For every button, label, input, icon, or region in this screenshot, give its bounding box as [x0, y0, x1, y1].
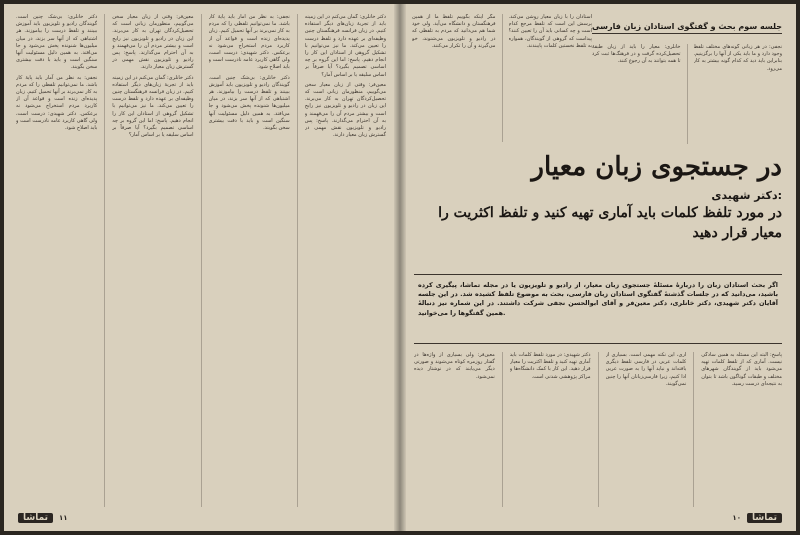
series-title-rule	[592, 33, 782, 34]
speaker-name: دکتر شهیدی:	[711, 189, 782, 202]
right-bottom-column-text: معین‌فر: ولی بسیاری از واژه‌ها در گفتار روزمره کوتاه می‌شوند و صورتی دیگر می‌یابند که در نوشتار دیده نمی‌شود.	[414, 352, 495, 380]
column-rule	[201, 14, 202, 507]
page-gutter	[394, 4, 406, 531]
left-column-text-repeat: دکتر خانلری: بی‌شک چنین است. گویندگان رادیو و تلویزیون باید آموزش ببینند و تلفظ درست را بیاموزند. هر اشتباهی که از آنها سر بزند، در میان میلیون‌ها شنونده پخش می‌شود و جا می‌افتد. به همین دلیل مسئولیت آنها سنگین است و باید با دقت بیشتری سخن بگویند.	[208, 74, 290, 132]
right-mid-column-text: نجفی: در هر زبانی گونه‌های مختلف تلفظ وجود دارد و ما باید یکی از آنها را برگزینیم. بنابراین باید دید که کدام گونه بیشتر به کار می‌رود.	[693, 44, 782, 72]
headline-block	[414, 152, 782, 270]
series-title-block	[592, 22, 782, 38]
left-column-1	[305, 14, 386, 507]
left-column-text-repeat: نجفی: به نظر من آمار باید پایهٔ کار باشد. ما نمی‌توانیم تلفظی را که مردم به کار نمی‌برند بر آنها تحمیل کنیم. زبان پدیده‌ای زنده است و قواعد آن از کاربرد مردم استخراج می‌شود نه برعکس. دکتر شهیدی: درست است، ولی گاهی کاربرد عامه نادرست است و باید اصلاح شود.	[16, 74, 98, 132]
left-column-text: دکتر خانلری: گمان می‌کنم در این زمینه باید از تجربهٔ زبان‌های دیگر استفاده کنیم. در زبان فرانسه فرهنگستان چنین وظیفه‌ای بر عهده دارد و تلفظ درست را تعیین می‌کند. ما نیز می‌توانیم با تشکیل گروهی از استادان این کار را انجام دهیم. پاسخ: اما این گروه بر چه اساسی تصمیم بگیرد؟ آیا صرفاً بر اساس سلیقه یا بر اساس آمار؟	[304, 14, 386, 78]
right-bottom-column-4	[414, 352, 495, 507]
column-rule	[693, 352, 694, 507]
column-rule	[104, 14, 105, 507]
left-column-text: دکتر خانلری: بی‌شک چنین است. گویندگان رادیو و تلویزیون باید آموزش ببینند و تلفظ درست را بیاموزند. هر اشتباهی که از آنها سر بزند، در میان میلیون‌ها شنونده پخش می‌شود و جا می‌افتد. به همین دلیل مسئولیت آنها سنگین است و باید با دقت بیشتری سخن بگویند.	[16, 14, 98, 71]
right-bottom-columns	[414, 352, 782, 507]
left-page	[4, 4, 400, 531]
right-bottom-column-3	[510, 352, 591, 507]
series-title: جلسه سوم بحث و گفتگوی استادان زبان فارسی	[592, 22, 782, 31]
right-mid-column-text: خانلری: معیار را باید از زبان طبقهٔ تحصیل‌کرده گرفت و در فرهنگ‌ها ثبت کرد تا همه بتوانند به آن رجوع کنند.	[592, 44, 681, 65]
right-mid-columns	[592, 44, 782, 144]
right-top-column-2	[412, 14, 496, 142]
right-mid-column-1	[694, 44, 783, 144]
left-column-3	[112, 14, 193, 507]
page-number: ۱۰	[732, 514, 741, 522]
left-column-4	[16, 14, 97, 507]
left-column-2	[209, 14, 290, 507]
left-column-text: نجفی: به نظر من آمار باید پایهٔ کار باشد. ما نمی‌توانیم تلفظی را که مردم به کار نمی‌برند بر آنها تحمیل کنیم. زبان پدیده‌ای زنده است و قواعد آن از کاربرد مردم استخراج می‌شود نه برعکس. دکتر شهیدی: درست است، ولی گاهی کاربرد عامه نادرست است و باید اصلاح شود.	[208, 14, 290, 71]
column-rule	[502, 352, 503, 507]
right-page	[400, 4, 796, 531]
article-headline: در جستجوی زبان معیار	[531, 152, 782, 182]
intro-box	[414, 274, 782, 344]
magazine-logo: تماشا	[18, 513, 53, 523]
column-rule	[502, 14, 503, 142]
left-column-text: معین‌فر: وقتی از زبان معیار سخن می‌گوییم، منظورمان زبانی است که تحصیل‌کردگان تهران به کار می‌برند. این زبان در رادیو و تلویزیون نیز رایج است و بیشتر مردم آن را می‌فهمند و به آن احترام می‌گذارند. پاسخ: پس رادیو و تلویزیون نقش مهمی در گسترش زبان معیار دارند.	[112, 14, 194, 71]
column-rule	[297, 14, 298, 507]
column-rule	[687, 44, 688, 144]
left-page-columns	[16, 14, 386, 507]
left-footer	[18, 511, 68, 525]
column-rule	[598, 352, 599, 507]
right-top-column-1	[509, 14, 593, 142]
left-column-text-repeat: معین‌فر: وقتی از زبان معیار سخن می‌گوییم، منظورمان زبانی است که تحصیل‌کردگان تهران به کار می‌برند. این زبان در رادیو و تلویزیون نیز رایج است و بیشتر مردم آن را می‌فهمند و به آن احترام می‌گذارند. پاسخ: پس رادیو و تلویزیون نقش مهمی در گسترش زبان معیار دارند.	[304, 81, 386, 139]
right-bottom-column-1	[701, 352, 782, 507]
right-mid-column-2	[592, 44, 681, 144]
right-bottom-column-text: آری، این نکته مهمی است. بسیاری از کلمات عربی در فارسی تلفظ دیگری یافته‌اند و نباید آنها را به صورت عربی ادا کنیم، زیرا فارسی‌زبانان آنها را چنین نمی‌گویند.	[605, 352, 687, 387]
intro-paragraph: اگر بحث استادان زبان را دربارهٔ مسئلهٔ جستجوی زبان معیار، از رادیو و تلویزیون یا در مجله تماشا، پیگیری کرده باشید، می‌دانید که در جلسات گذشتهٔ گفتگوی استادان زبان فارسی، بحث به موضوع تلفظ کشیده شد. در این جلسه آقایان دکتر شهیدی، دکتر خانلری، دکتر معین‌فر و آقای ابوالحسن نجفی شرکت داشتند. در این شماره نیز دنبالهٔ همین گفتگوها را می‌خوانید.	[418, 281, 778, 317]
right-bottom-column-text: دکتر شهیدی: در مورد تلفظ کلمات باید آماری تهیه کنید و تلفظ اکثریت را معیار قرار دهید. این کار با کمک دانشگاه‌ها و مراکز پژوهشی شدنی است.	[509, 352, 591, 380]
right-footer	[732, 511, 782, 525]
page-number: ۱۱	[59, 514, 68, 522]
right-top-columns	[412, 14, 592, 142]
right-top-column-text: استادان را با زبان معیار روشن می‌کند. پرسش این است که تلفظ مرجع کدام است و چه کسانی باید آن را تعیین کنند؟ پیداست که گروهی از گویندگان، همواره به تلفظ نخستین کلمات پایبندند.	[508, 14, 592, 49]
right-bottom-column-2	[606, 352, 687, 507]
right-top-column-text: مگر اینکه بگوییم تلفظ ما از همین فرهنگستان و دانشگاه می‌آید. ولی خود شما هم می‌دانید که مردم به تلفظی که در رادیو و تلویزیون می‌شنوند، خو می‌گیرند و آن را تکرار می‌کنند.	[412, 14, 496, 49]
right-bottom-column-text: پاسخ: البته این مسئله به همین سادگی نیست. آماری که از تلفظ کلمات تهیه می‌شود باید از گویندگان شهرهای مختلف و طبقات گوناگون باشد تا بتوان به نتیجه‌ای درست رسید.	[701, 352, 782, 387]
magazine-logo: تماشا	[747, 513, 782, 523]
article-subhead: در مورد تلفظ کلمات باید آماری تهیه کنید و تلفظ اکثریت را معیار قرار دهید	[438, 205, 782, 241]
left-column-text-repeat: دکتر خانلری: گمان می‌کنم در این زمینه باید از تجربهٔ زبان‌های دیگر استفاده کنیم. در زبان فرانسه فرهنگستان چنین وظیفه‌ای بر عهده دارد و تلفظ درست را تعیین می‌کند. ما نیز می‌توانیم با تشکیل گروهی از استادان این کار را انجام دهیم. پاسخ: اما این گروه بر چه اساسی تصمیم بگیرد؟ آیا صرفاً بر اساس سلیقه یا بر اساس آمار؟	[112, 74, 194, 139]
